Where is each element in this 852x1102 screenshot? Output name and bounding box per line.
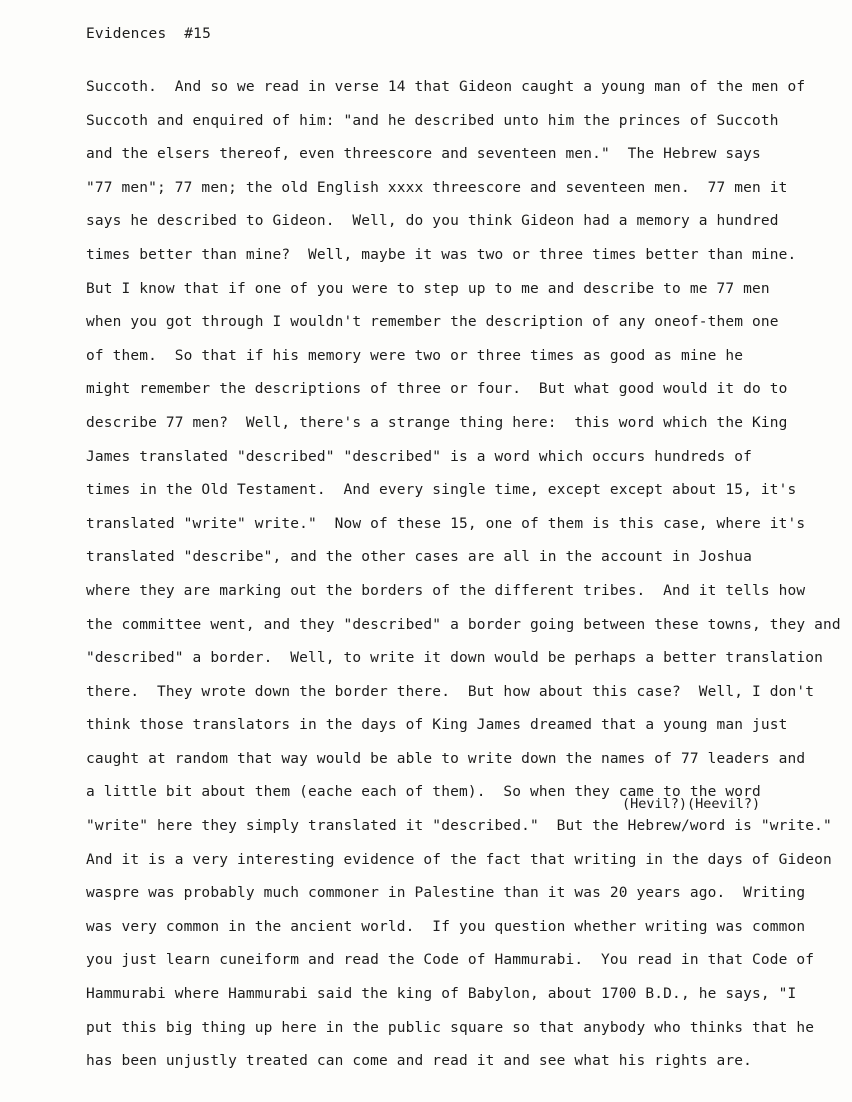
text-line: the committee went, and they "described" a border going between these towns, they and	[86, 616, 841, 633]
text-line: "77 men"; 77 men; the old English xxxx threescore and seventeen men. 77 men it	[86, 179, 788, 196]
text-line: Hammurabi where Hammurabi said the king of Babylon, about 1700 B.D., he says, "I	[86, 986, 797, 1003]
page-header: Evidences #15	[86, 26, 212, 42]
text-line: James translated "described" "described" is a word which occurs hundreds of	[86, 448, 752, 465]
text-line: says he described to Gideon. Well, do you think Gideon had a memory a hundred	[86, 213, 779, 230]
text-line: where they are marking out the borders of the different tribes. And it tells how	[86, 582, 806, 599]
text-line: was very common in the ancient world. If you question whether writing was common	[86, 918, 806, 935]
text-line: waspre was probably much commoner in Palestine than it was 20 years ago. Writing	[86, 885, 806, 902]
handwritten-annotation: (Hevil?)(Heevil?)	[622, 796, 761, 812]
text-line: And it is a very interesting evidence of the fact that writing in the days of Gideon	[86, 851, 832, 868]
text-line: when you got through I wouldn't remember the description of any oneof-them one	[86, 314, 779, 331]
text-line: "write" here they simply translated it "described." But the Hebrew/word is "write."	[86, 818, 832, 835]
text-line: translated "write" write." Now of these 15, one of them is this case, where it's	[86, 515, 806, 532]
body-text	[86, 76, 841, 1084]
text-line: there. They wrote down the border there. But how about this case? Well, I don't	[86, 683, 815, 700]
text-line: might remember the descriptions of three or four. But what good would it do to	[86, 381, 788, 398]
text-line: "described" a border. Well, to write it down would be perhaps a better translation	[86, 650, 824, 667]
text-line: and the elsers thereof, even threescore and seventeen men." The Hebrew says	[86, 146, 761, 163]
text-line: you just learn cuneiform and read the Code of Hammurabi. You read in that Code of	[86, 952, 815, 969]
text-line: put this big thing up here in the public square so that anybody who thinks that he	[86, 1019, 815, 1036]
text-line: think those translators in the days of King James dreamed that a young man just	[86, 717, 788, 734]
text-line: has been unjustly treated can come and read it and see what his rights are.	[86, 1053, 752, 1070]
text-line: Succoth and enquired of him: "and he described unto him the princes of Succoth	[86, 112, 779, 129]
text-line: describe 77 men? Well, there's a strange thing here: this word which the King	[86, 414, 788, 431]
text-line: times better than mine? Well, maybe it was two or three times better than mine.	[86, 246, 797, 263]
text-line: But I know that if one of you were to step up to me and describe to me 77 men	[86, 280, 770, 297]
text-line: times in the Old Testament. And every single time, except except about 15, it's	[86, 482, 797, 499]
text-line: translated "describe", and the other cases are all in the account in Joshua	[86, 549, 752, 566]
text-line: of them. So that if his memory were two or three times as good as mine he	[86, 347, 744, 364]
text-line: caught at random that way would be able to write down the names of 77 leaders and	[86, 750, 806, 767]
text-line: a little bit about them (eache each of them). So when they came to the word	[86, 784, 761, 801]
text-line: Succoth. And so we read in verse 14 that Gideon caught a young man of the men of	[86, 79, 806, 95]
